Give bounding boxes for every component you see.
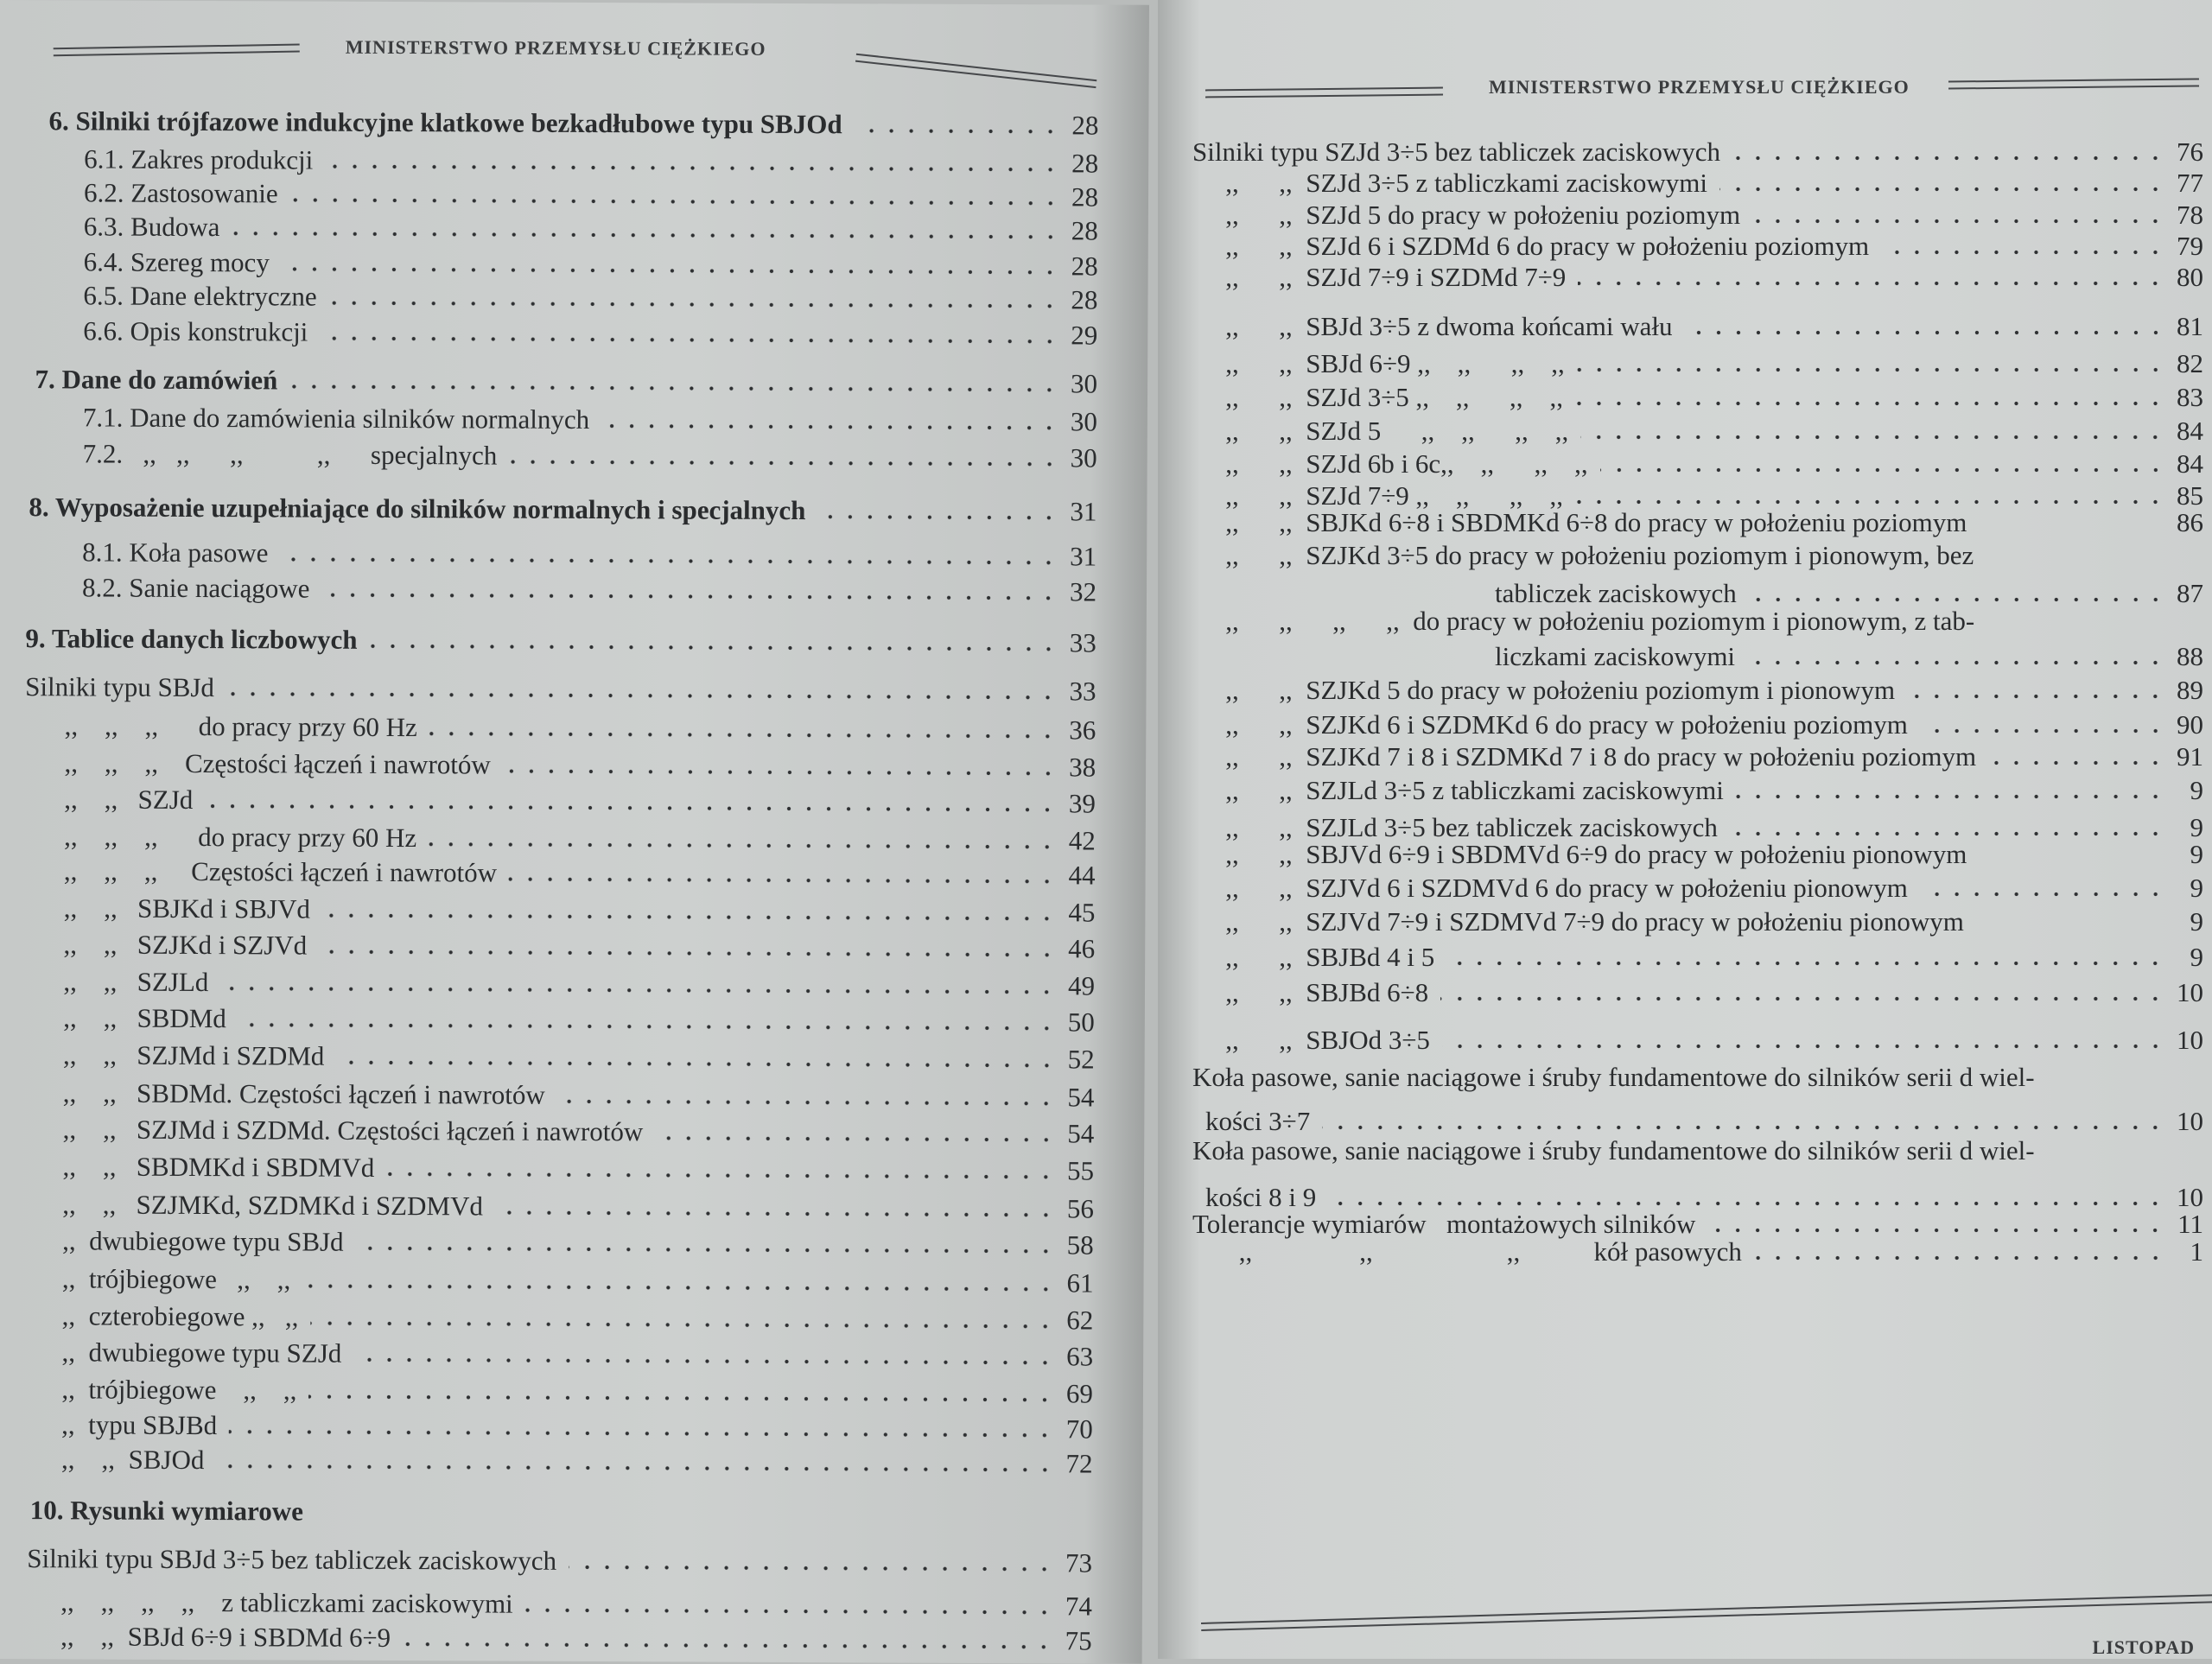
dot-leader — [1685, 328, 2165, 337]
toc-entry-page-number: 10 — [2174, 1182, 2203, 1213]
toc-entry — [1205, 200, 2203, 231]
toc-entry-title: ,, ,, SZJKd 7 i 8 i SZDMKd 7 i 8 do pracy w położeniu poziomym — [1205, 741, 1976, 772]
toc-entry — [84, 246, 1098, 282]
toc-entry-title: ,, ,, SBJBd 6÷8 — [1205, 977, 1428, 1008]
toc-entry — [1205, 448, 2203, 480]
toc-entry-title: ,, ,, SBJd 3÷5 z dwoma końcami wału — [1205, 311, 1673, 342]
dot-leader — [1575, 399, 2165, 408]
toc-entry — [82, 573, 1096, 608]
toc-entry-page-number: 11 — [2174, 1209, 2203, 1240]
dot-leader — [1747, 658, 2165, 667]
toc-entry-title: ,, ,, SBJd 6÷9 ,, ,, ,, ,, — [1205, 348, 1565, 379]
toc-entry-page-number: 39 — [1066, 789, 1096, 820]
toc-entry-title: ,, ,, ,, kół pasowych — [1205, 1236, 1742, 1267]
toc-entry — [1205, 775, 2203, 806]
toc-entry — [48, 105, 1098, 141]
toc-entry-title: ,, ,, ,, ,, z tabliczkami zaciskowymi — [60, 1587, 513, 1620]
toc-entry-page-number: 10 — [2174, 1025, 2203, 1056]
toc-entry — [64, 747, 1096, 783]
toc-entry-title: 8.2. Sanie naciągowe — [82, 573, 310, 605]
dot-leader — [229, 1427, 1055, 1439]
dot-leader — [216, 1463, 1054, 1475]
toc-entry-title: Koła pasowe, sanie naciągowe i śruby fundamentowe do silników serii d wiel- — [1192, 1062, 2035, 1093]
toc-entry-page-number: 9 — [2174, 775, 2203, 806]
dot-leader — [1707, 1226, 2165, 1235]
toc-entry-title: ,, ,, SZJMd i SZDMd — [63, 1039, 324, 1071]
toc-entry-title: ,, trójbiegowe ,, ,, — [61, 1374, 296, 1406]
toc-entry-page-number: 55 — [1065, 1155, 1094, 1186]
toc-entry — [63, 1039, 1095, 1075]
toc-entry — [1192, 1135, 2203, 1166]
header-rule-right — [1948, 78, 2199, 89]
toc-entry — [84, 177, 1098, 213]
toc-entry — [25, 623, 1096, 658]
toc-entry — [64, 892, 1096, 928]
toc-entry-title: Silniki typu SZJd 3÷5 bez tabliczek zaciskowych — [1192, 137, 1720, 168]
toc-entry-page-number: 63 — [1064, 1342, 1093, 1373]
toc-entry — [62, 1226, 1094, 1261]
dot-leader — [319, 948, 1057, 960]
toc-entry-page-number: 85 — [2174, 480, 2203, 511]
dot-leader — [1881, 248, 2165, 257]
toc-entry-title: ,, trójbiegowe ,, ,, — [62, 1264, 290, 1296]
toc-entry — [1205, 262, 2203, 293]
toc-entry-page-number: 31 — [1067, 542, 1096, 573]
toc-entry-page-number: 38 — [1066, 752, 1096, 783]
toc-entry-page-number: 90 — [2174, 709, 2203, 740]
toc-entry-title: ,, ,, SBJOd 3÷5 — [1205, 1025, 1430, 1056]
toc-entry-page-number: 30 — [1068, 368, 1097, 399]
toc-entry-title: ,, ,, SBJd 6÷9 i SBDMd 6÷9 — [60, 1621, 391, 1654]
toc-entry-title: 10. Rysunki wymiarowe — [30, 1495, 303, 1527]
toc-entry — [63, 966, 1095, 1001]
toc-entry — [1495, 578, 2203, 609]
toc-entry — [64, 856, 1096, 892]
toc-entry — [62, 1300, 1094, 1336]
toc-entry-page-number: 69 — [1064, 1378, 1093, 1409]
toc-entry-page-number: 46 — [1065, 934, 1095, 965]
toc-entry — [35, 364, 1097, 399]
dot-leader — [1440, 994, 2165, 1003]
dot-leader — [1979, 856, 2165, 865]
dot-leader — [302, 1282, 1055, 1294]
toc-entry-title: ,, ,, SZJd 7÷9 ,, ,, ,, ,, — [1205, 480, 1563, 511]
dot-leader — [1577, 365, 2165, 374]
toc-entry-page-number: 72 — [1064, 1449, 1093, 1480]
toc-entry-title: ,, ,, SBDMd — [63, 1003, 226, 1035]
toc-entry-title: ,, ,, ,, do pracy przy 60 Hz — [64, 821, 416, 854]
right-page — [1158, 0, 2212, 1659]
toc-entry — [1205, 311, 2203, 342]
dot-leader — [429, 729, 1058, 740]
toc-entry-title: ,, ,, SZJVd 6 i SZDMVd 6 do pracy w położeniu pionowym — [1205, 873, 1908, 904]
dot-leader — [2047, 1153, 2165, 1161]
toc-entry-title: 6.5. Dane elektryczne — [83, 281, 316, 313]
dot-leader — [325, 162, 1060, 174]
dot-leader — [1719, 185, 2165, 194]
toc-entry — [61, 1409, 1093, 1445]
toc-entry — [1205, 839, 2203, 870]
toc-entry-title: 9. Tablice danych liczbowych — [25, 623, 357, 656]
toc-entry — [1205, 606, 2203, 637]
toc-entry-page-number: 32 — [1067, 577, 1096, 608]
header-rule-left — [1205, 87, 1443, 98]
toc-entry — [64, 784, 1096, 820]
toc-entry — [61, 1445, 1093, 1480]
toc-entry-title: ,, ,, SZJd — [64, 784, 193, 816]
footer-label: LISTOPAD — [2093, 1636, 2195, 1659]
dot-leader — [503, 766, 1058, 778]
dot-leader — [1986, 557, 2165, 566]
dot-leader — [232, 229, 1059, 241]
toc-entry-title: 6.2. Zastosowanie — [84, 177, 278, 209]
toc-entry-title: Silniki typu SBJd — [25, 671, 214, 703]
toc-entry-page-number: 77 — [2174, 168, 2203, 199]
dot-leader — [280, 556, 1058, 568]
dot-leader — [369, 642, 1058, 653]
toc-entry-title: ,, ,, SZJKd 3÷5 do pracy w położeniu poziomym i pionowym, bez — [1205, 540, 1974, 571]
toc-entry-page-number: 62 — [1064, 1305, 1093, 1336]
page-header: MINISTERSTWO PRZEMYSŁU CIĘŻKIEGO — [1489, 76, 1910, 98]
toc-entry-page-number: 82 — [2174, 348, 2203, 379]
toc-entry — [61, 1337, 1093, 1373]
toc-entry-title: 8. Wyposażenie uzupełniające do silników normalnych i specjalnych — [29, 492, 805, 526]
toc-entry — [1192, 1209, 2203, 1240]
dot-leader — [1442, 1042, 2165, 1051]
dot-leader — [509, 875, 1058, 886]
dot-leader — [321, 591, 1058, 603]
toc-entry — [1205, 348, 2203, 379]
toc-entry — [1205, 675, 2203, 706]
toc-entry-title: ,, ,, SZJd 3÷5 z tabliczkami zaciskowymi — [1205, 168, 1707, 199]
toc-entry-page-number: 87 — [2174, 578, 2203, 609]
toc-entry — [30, 1495, 1093, 1530]
toc-entry — [27, 1543, 1092, 1578]
toc-entry-page-number: 10 — [2174, 1106, 2203, 1137]
toc-entry-title: ,, typu SBJBd — [61, 1409, 217, 1441]
toc-entry-page-number: 33 — [1067, 627, 1096, 658]
toc-entry-page-number: 31 — [1067, 497, 1096, 528]
toc-entry-page-number: 9 — [2174, 812, 2203, 843]
toc-entry-title: ,, ,, SZJd 5 ,, ,, ,, ,, — [1205, 416, 1568, 447]
toc-entry — [60, 1621, 1092, 1656]
toc-entry-page-number: 42 — [1066, 825, 1096, 856]
toc-entry — [1205, 873, 2203, 904]
toc-entry — [1205, 231, 2203, 262]
dot-leader — [1736, 792, 2165, 801]
dot-leader — [1749, 595, 2165, 604]
dot-leader — [1754, 1254, 2165, 1262]
toc-entry-title: ,, ,, SZJKd i SZJVd — [64, 930, 308, 962]
dot-leader — [509, 458, 1058, 469]
toc-entry-title: Silniki typu SBJd 3÷5 bez tabliczek zaciskowych — [27, 1543, 556, 1577]
toc-entry-title: ,, ,, SBDMd. Częstości łączeń i nawrotów — [63, 1077, 545, 1110]
toc-entry-page-number: 10 — [2174, 977, 2203, 1008]
toc-entry-title: ,, dwubiegowe typu SBJd — [62, 1226, 344, 1258]
toc-entry-page-number: 1 — [2174, 1236, 2203, 1267]
toc-entry-page-number: 30 — [1068, 442, 1097, 473]
toc-entry-title: ,, dwubiegowe typu SZJd — [61, 1337, 341, 1369]
toc-entry-title: ,, ,, SZJMd i SZDMd. Częstości łączeń i nawrotów — [63, 1115, 644, 1148]
dot-leader — [1730, 829, 2165, 838]
dot-leader — [205, 802, 1058, 814]
dot-leader — [855, 126, 1061, 136]
toc-entry-page-number: 74 — [1063, 1591, 1092, 1623]
toc-entry-title: kości 3÷7 — [1205, 1106, 1310, 1137]
dot-leader — [569, 1563, 1054, 1573]
toc-entry — [61, 1374, 1093, 1409]
toc-entry-title: 6. Silniki trójfazowe indukcyjne klatkowe bezkadłubowe typu SBJOd — [48, 105, 842, 140]
toc-entry — [1205, 906, 2203, 937]
toc-entry-page-number: 79 — [2174, 231, 2203, 262]
dot-leader — [1979, 524, 2165, 533]
toc-entry — [1192, 137, 2203, 168]
dot-leader — [601, 422, 1059, 432]
toc-entry-title: ,, ,, SZJKd 6 i SZDMKd 6 do pracy w położeniu poziomym — [1205, 709, 1908, 740]
header-rule-left — [54, 44, 300, 57]
toc-entry-title: ,, ,, SBJKd 6÷8 i SBDMKd 6÷8 do pracy w położeniu poziomym — [1205, 507, 1967, 538]
toc-entry-title: 6.6. Opis konstrukcji — [83, 315, 308, 347]
toc-entry — [1205, 942, 2203, 973]
dot-leader — [353, 1356, 1055, 1368]
toc-entry — [65, 711, 1096, 746]
toc-entry-page-number: 9 — [2174, 906, 2203, 937]
toc-entry-title: ,, ,, SZJd 7÷9 i SZDMd 7÷9 — [1205, 262, 1566, 293]
dot-leader — [1580, 433, 2165, 441]
dot-leader — [315, 1514, 1054, 1526]
toc-entry — [1495, 641, 2203, 672]
toc-entry — [83, 439, 1097, 474]
toc-entry — [60, 1587, 1092, 1623]
dot-leader — [1578, 279, 2165, 288]
toc-entry-title: ,, ,, SZJKd 5 do pracy w położeniu poziomym i pionowym — [1205, 675, 1895, 706]
table-of-contents-left — [0, 0, 1149, 5]
toc-entry — [25, 671, 1096, 707]
toc-entry-title: ,, ,, SBJBd 4 i 5 — [1205, 942, 1434, 973]
toc-entry-page-number: 52 — [1065, 1044, 1095, 1075]
dot-leader — [329, 299, 1060, 311]
dot-leader — [1920, 727, 2165, 735]
toc-entry-page-number: 58 — [1065, 1230, 1094, 1261]
dot-leader — [1322, 1123, 2165, 1132]
dot-leader — [403, 1640, 1054, 1651]
dot-leader — [1600, 466, 2165, 474]
dot-leader — [495, 1208, 1056, 1219]
toc-entry-title: Koła pasowe, sanie naciągowe i śruby fundamentowe do silników serii d wiel- — [1192, 1135, 2035, 1166]
toc-entry-title: ,, ,, SBJOd — [61, 1445, 205, 1477]
toc-entry-page-number: 28 — [1069, 251, 1098, 282]
toc-entry-page-number: 28 — [1069, 216, 1098, 247]
toc-entry — [63, 1077, 1095, 1113]
toc-entry-page-number: 28 — [1069, 110, 1098, 141]
toc-entry-title: 6.1. Zakres produkcji — [84, 143, 313, 175]
toc-entry-title: ,, ,, SZJMKd, SZDMKd i SZDMVd — [62, 1189, 483, 1222]
dot-leader — [1907, 692, 2165, 701]
toc-entry — [1205, 741, 2203, 772]
dot-leader — [308, 1392, 1055, 1404]
toc-entry — [1205, 977, 2203, 1008]
dot-leader — [1732, 154, 2165, 162]
dot-leader — [1976, 924, 2165, 932]
toc-entry-page-number: 84 — [2174, 416, 2203, 447]
toc-entry-page-number: 78 — [2174, 200, 2203, 231]
toc-entry-title: ,, ,, SZJd 6 i SZDMd 6 do pracy w położeniu poziomym — [1205, 231, 1869, 262]
toc-entry — [1205, 1025, 2203, 1056]
toc-entry — [1192, 1062, 2203, 1093]
toc-entry-title: 7.2. ,, ,, ,, ,, specjalnych — [83, 439, 498, 472]
toc-entry-title: ,, ,, SBJKd i SBJVd — [64, 892, 310, 924]
toc-entry-title: ,, ,, SZJd 3÷5 ,, ,, ,, ,, — [1205, 382, 1563, 413]
toc-entry — [64, 930, 1096, 965]
toc-entry-page-number: 33 — [1066, 676, 1096, 707]
toc-entry-page-number: 54 — [1065, 1119, 1094, 1150]
dot-leader — [1988, 759, 2165, 767]
toc-entry-page-number: 80 — [2174, 262, 2203, 293]
header-rule-right — [855, 54, 1096, 88]
toc-entry-title: ,, ,, SZJLd 3÷5 z tabliczkami zaciskowymi — [1205, 775, 1724, 806]
toc-entry-title: 7.1. Dane do zamówienia silników normalnych — [83, 402, 589, 435]
dot-leader — [322, 911, 1058, 924]
toc-entry-title: ,, ,, ,, Częstości łączeń i nawrotów — [64, 747, 490, 780]
toc-entry-title: ,, ,, SBDMKd i SBDMVd — [62, 1151, 374, 1184]
toc-entry-title: ,, ,, SZJVd 7÷9 i SZDMVd 7÷9 do pracy w położeniu pionowym — [1205, 906, 1964, 937]
toc-entry — [1205, 416, 2203, 447]
dot-leader — [1986, 623, 2165, 632]
dot-leader — [320, 334, 1059, 346]
toc-entry-title: ,, ,, SZJd 6b i 6c,, ,, ,, ,, — [1205, 448, 1588, 480]
toc-entry — [1205, 540, 2203, 571]
toc-entry-page-number: 91 — [2174, 741, 2203, 772]
dot-leader — [220, 984, 1057, 996]
toc-entry-page-number: 28 — [1069, 181, 1098, 213]
toc-entry-page-number: 84 — [2174, 448, 2203, 480]
toc-entry-page-number: 49 — [1065, 970, 1095, 1001]
dot-leader — [557, 1097, 1057, 1108]
toc-entry-page-number: 36 — [1066, 715, 1096, 746]
dot-leader — [226, 689, 1058, 702]
toc-entry-title: ,, ,, SZJd 5 do pracy w położeniu poziomym — [1205, 200, 1740, 231]
toc-entry-title: ,, ,, ,, ,, do pracy w położeniu poziomym i pionowym, z tab- — [1205, 606, 1974, 637]
toc-entry — [1205, 507, 2203, 538]
toc-entry-page-number: 54 — [1065, 1082, 1094, 1113]
toc-entry — [29, 492, 1096, 527]
dot-leader — [1446, 959, 2165, 968]
footer-rule — [1201, 1594, 2212, 1631]
toc-entry-title: ,, ,, SZJLd — [63, 966, 208, 998]
toc-entry-page-number: 9 — [2174, 942, 2203, 973]
dot-leader — [1920, 890, 2165, 899]
toc-entry — [63, 1115, 1095, 1150]
dot-leader — [356, 1244, 1056, 1256]
dot-leader — [1752, 217, 2165, 225]
toc-entry — [64, 821, 1096, 856]
dot-leader — [429, 840, 1058, 851]
toc-entry-page-number: 45 — [1065, 897, 1095, 928]
toc-entry — [82, 537, 1096, 573]
dot-leader — [1575, 498, 2165, 506]
toc-entry-page-number: 81 — [2174, 311, 2203, 342]
toc-entry-page-number: 70 — [1064, 1413, 1093, 1445]
dot-leader — [817, 512, 1058, 522]
toc-entry — [83, 402, 1097, 437]
toc-entry-page-number: 30 — [1068, 406, 1097, 437]
toc-entry-title: ,, ,, SZJLd 3÷5 bez tabliczek zaciskowych — [1205, 812, 1718, 843]
toc-entry-title: tabliczek zaciskowych — [1495, 578, 1737, 609]
toc-entry-title: ,, ,, SBJVd 6÷9 i SBDMVd 6÷9 do pracy w położeniu pionowym — [1205, 839, 1967, 870]
toc-entry-page-number: 56 — [1065, 1193, 1094, 1224]
toc-entry-page-number: 50 — [1065, 1007, 1095, 1038]
toc-entry-title: 8.1. Koła pasowe — [82, 537, 268, 569]
toc-entry-title: 6.4. Szereg mocy — [84, 246, 270, 278]
toc-entry — [1205, 1106, 2203, 1137]
dot-leader — [525, 1606, 1054, 1617]
dot-leader — [1328, 1199, 2165, 1208]
toc-entry-title: 6.3. Budowa — [84, 212, 220, 244]
toc-entry-title: ,, czterobiegowe ,, ,, — [62, 1300, 299, 1332]
toc-entry-title: ,, ,, ,, do pracy przy 60 Hz — [65, 711, 417, 744]
toc-entry-page-number: 29 — [1068, 320, 1097, 351]
toc-entry — [1205, 168, 2203, 199]
dot-leader — [238, 1020, 1057, 1032]
toc-entry — [83, 315, 1097, 351]
toc-entry-page-number: 61 — [1064, 1268, 1093, 1299]
toc-entry — [62, 1264, 1094, 1299]
toc-entry-page-number: 83 — [2174, 382, 2203, 413]
toc-entry — [63, 1003, 1095, 1038]
toc-entry-page-number: 89 — [2174, 675, 2203, 706]
dot-leader — [310, 1318, 1055, 1331]
toc-entry — [62, 1151, 1094, 1186]
dot-leader — [282, 264, 1060, 276]
toc-entry — [1205, 1236, 2203, 1267]
toc-entry-page-number: 75 — [1063, 1625, 1092, 1656]
dot-leader — [655, 1134, 1056, 1145]
dot-leader — [386, 1170, 1056, 1181]
toc-entry — [1205, 382, 2203, 413]
page-header: MINISTERSTWO PRZEMYSŁU CIĘŻKIEGO — [346, 36, 766, 60]
toc-entry-title: liczkami zaciskowymi — [1495, 641, 1735, 672]
toc-entry-title: ,, ,, ,, Częstości łączeń i nawrotów — [64, 856, 497, 889]
toc-entry-page-number: 28 — [1068, 285, 1097, 316]
toc-entry-page-number: 9 — [2174, 839, 2203, 870]
toc-entry — [84, 143, 1098, 179]
toc-entry-page-number: 76 — [2174, 137, 2203, 168]
toc-entry-page-number: 73 — [1063, 1547, 1092, 1578]
toc-entry — [83, 281, 1097, 316]
dot-leader — [336, 1057, 1056, 1070]
toc-entry — [84, 212, 1098, 247]
toc-entry-page-number: 44 — [1065, 861, 1095, 892]
toc-entry-title: Tolerancje wymiarów montażowych silników — [1192, 1209, 1695, 1240]
toc-entry — [62, 1189, 1094, 1224]
dot-leader — [289, 382, 1059, 394]
toc-entry-title: kości 8 i 9 — [1205, 1182, 1316, 1213]
toc-entry-page-number: 28 — [1069, 148, 1098, 179]
dot-leader — [290, 195, 1060, 207]
toc-entry-title: 7. Dane do zamówień — [35, 364, 277, 396]
toc-entry-page-number: 86 — [2174, 507, 2203, 538]
toc-entry-page-number: 9 — [2174, 873, 2203, 904]
toc-entry-page-number: 88 — [2174, 641, 2203, 672]
dot-leader — [2047, 1079, 2165, 1088]
toc-entry — [1205, 709, 2203, 740]
